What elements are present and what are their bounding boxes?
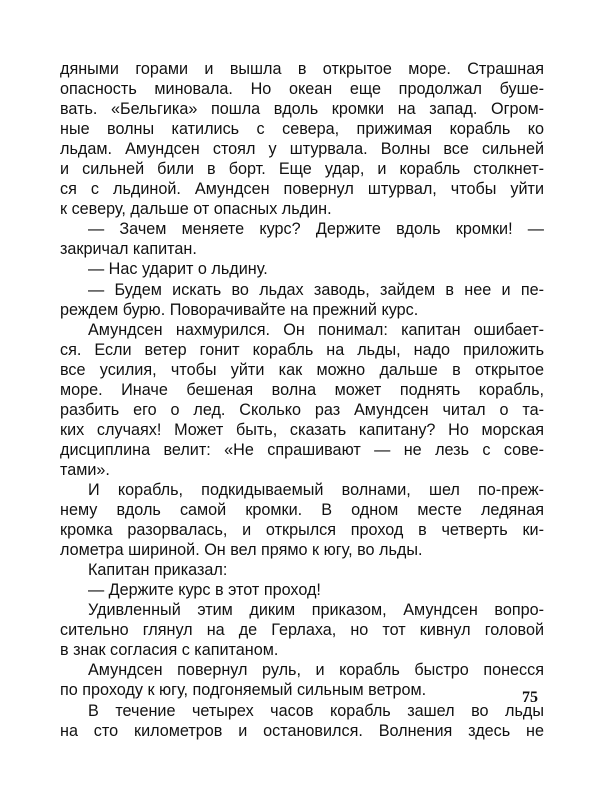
text-line: — Зачем меняете курс? Держите вдоль кромки! — — [88, 220, 544, 239]
text-line: И корабль, подкидываемый волнами, шел по-преж- — [88, 480, 544, 499]
text-line: опасность миновала. Но океан еще продолжал буше- — [60, 80, 544, 99]
text-line: — Держите курс в этот проход! — [88, 581, 321, 600]
text-line: ких случаях! Может быть, сказать капитану? Но морская — [60, 420, 544, 439]
text-line: ные волны катились с севера, прижимая корабль ко — [60, 120, 544, 139]
text-line: — Будем искать во льдах заводь, зайдем в нее и пе- — [88, 280, 544, 299]
text-line: Капитан приказал: — [88, 561, 228, 580]
text-line: ся. Если ветер гонит корабль на льды, надо приложить — [60, 340, 544, 359]
text-line: море. Иначе бешеная волна может поднять корабль, — [60, 380, 544, 399]
text-line: сительно глянул на де Герлаха, но тот кивнул головой — [60, 621, 544, 640]
text-line: и сильней били в борт. Еще удар, и корабль столкнет- — [60, 160, 544, 179]
text-line: вать. «Бельгика» пошла вдоль кромки на запад. Огром- — [60, 100, 544, 119]
text-line: Амундсен нахмурился. Он понимал: капитан ошибает- — [88, 320, 544, 339]
text-line: льдам. Амундсен стоял у штурвала. Волны все сильней — [60, 140, 544, 159]
page-number: 75 — [522, 689, 538, 706]
text-line: нему вдоль самой кромки. В одном месте ледяная — [60, 501, 544, 520]
text-line: В течение четырех часов корабль зашел во льды — [88, 701, 544, 720]
text-line: Удивленный этим диким приказом, Амундсен вопро- — [88, 601, 544, 620]
text-line: реждем бурю. Поворачивайте на прежний курс. — [60, 300, 419, 319]
text-line: Амундсен повернул руль, и корабль быстро понесся — [88, 661, 544, 680]
text-line: разбить его о лед. Сколько раз Амундсен читал о та- — [60, 400, 544, 419]
text-line: — Нас ударит о льдину. — [88, 260, 268, 279]
text-line: дисциплина велит: «Не спрашивают — не лезь с сове- — [60, 440, 544, 459]
text-line: по проходу к югу, подгоняемый сильным ветром. — [60, 681, 427, 700]
text-line: в знак согласия с капитаном. — [60, 641, 279, 660]
text-line: все усилия, чтобы уйти как можно дальше в открытое — [60, 360, 544, 379]
text-line: к северу, дальше от опасных льдин. — [60, 200, 332, 219]
text-line: ся с льдиной. Амундсен повернул штурвал, чтобы уйти — [60, 180, 544, 199]
text-line: тами». — [60, 460, 110, 479]
text-line: лометра шириной. Он вел прямо к югу, во льды. — [60, 541, 423, 560]
text-line: дяными горами и вышла в открытое море. Страшная — [60, 60, 544, 78]
body-text — [60, 59, 544, 741]
text-line: закричал капитан. — [60, 240, 197, 259]
text-line: на сто километров и остановился. Волнения здесь не — [60, 721, 544, 740]
text-line: кромка разорвалась, и открылся проход в четверть ки- — [60, 521, 544, 540]
